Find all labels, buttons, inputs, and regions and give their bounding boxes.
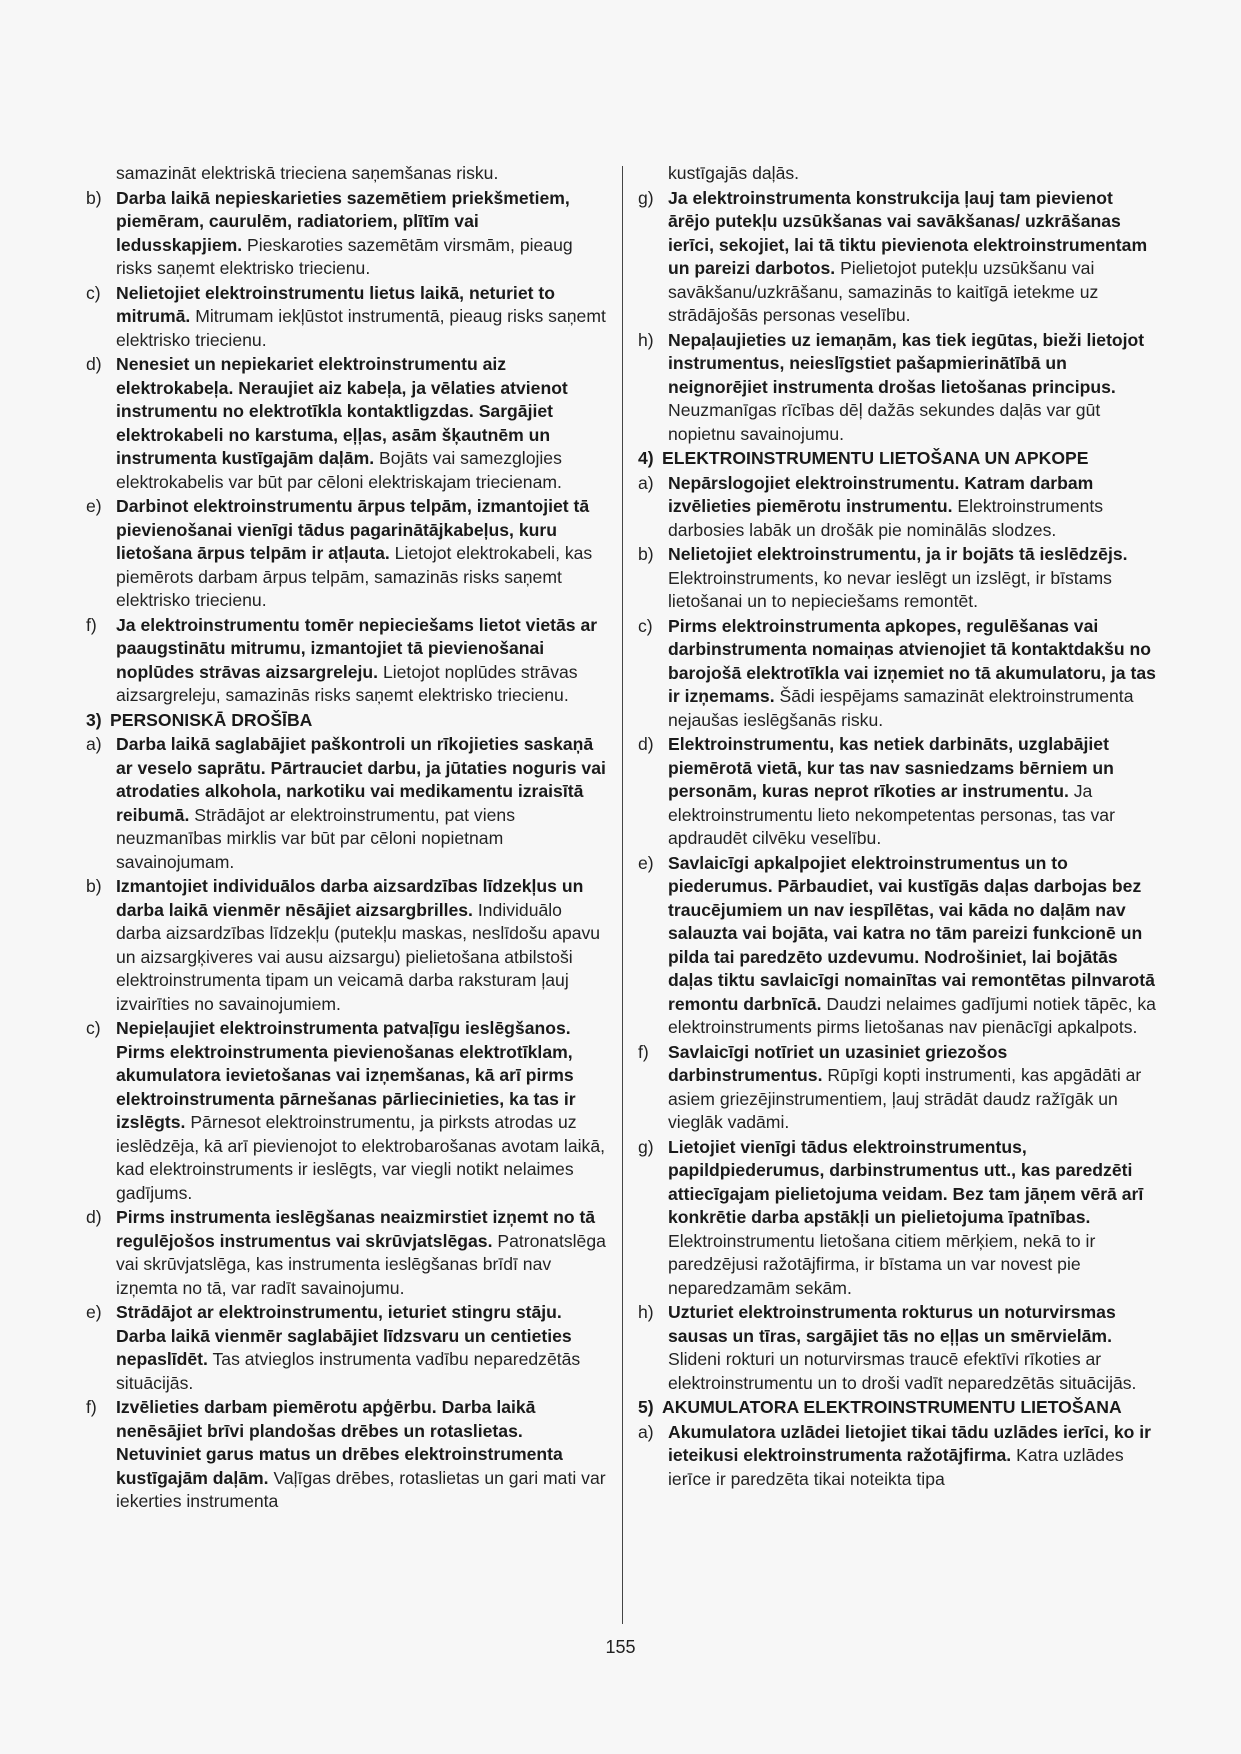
item-label: g) <box>638 187 654 208</box>
item-label: f) <box>86 1397 97 1417</box>
section-heading <box>638 1396 1158 1420</box>
left-column <box>86 162 608 1514</box>
continued-text <box>86 162 608 186</box>
item-label: f) <box>86 614 97 635</box>
list-item <box>86 875 608 1016</box>
section-number: 3) <box>86 709 102 730</box>
item-instruction: Lietojiet vienīgi tādus elektroinstrumentus, papildpiederumus, darbinstrumentus utt., kas paredzēti attiecīgajam pielietojuma veidam. Bez tam jāņem vērā arī konkrētie darba apstākļi un pielietojuma īpatnības. <box>668 1136 1144 1227</box>
item-explanation: Šādi iespējams samazināt elektroinstrumenta nejaušas ieslēgšanās risku. <box>668 686 1134 730</box>
list-item <box>86 353 608 494</box>
section-heading <box>86 709 608 733</box>
list-item <box>638 1301 1158 1395</box>
item-instruction: Ja elektroinstrumenta konstrukcija ļauj tam pievienot ārējo putekļu uzsūkšanas vai savākšanas/ uzkrāšanas ierīci, sekojiet, lai tā tiktu pievienota elektroinstrumentam un pareizi darbotos. <box>668 187 1148 278</box>
item-label: c) <box>86 282 101 303</box>
item-label: e) <box>86 1302 102 1322</box>
list-item <box>638 1041 1158 1135</box>
paragraph-text: samazināt elektriskā trieciena saņemšanas risku. <box>116 163 499 183</box>
item-instruction: Savlaicīgi apkalpojiet elektroinstrumentus un to piederumus. Pārbaudiet, vai kustīgās daļas darbojas bez traucējumiem un nav iespīlētas, vai kāda no daļām nav salauzta vai bojāta, vai katra no tām pareizi funkcionē un pilda tai paredzēto uzdevumu. Nodrošiniet, lai bojātās daļas tiktu savlaicīgi nomainītas vai remontētas pilnvarotā remontu darbnīcā. <box>668 852 1155 1014</box>
list-item <box>86 495 608 613</box>
item-explanation: Daudzi nelaimes gadījumi notiek tāpēc, ka elektroinstruments pirms lietošanas nav pienācīgi apkalpots. <box>668 993 1156 1037</box>
list-item <box>638 187 1158 328</box>
item-label: b) <box>638 544 654 564</box>
item-instruction: Akumulatora uzlādei lietojiet tikai tādu uzlādes ierīci, ko ir ieteikusi elektroinstrumenta ražotājfirma. <box>668 1421 1151 1465</box>
item-explanation: Elektroinstruments, ko nevar ieslēgt un izslēgt, ir bīstams lietošanai un to nepieciešams remontēt. <box>668 567 1112 611</box>
item-label: a) <box>638 1421 654 1442</box>
item-label: h) <box>638 1302 654 1322</box>
item-explanation: Katra uzlādes ierīce ir paredzēta tikai noteikta tipa <box>668 1445 1124 1489</box>
item-explanation: Individuālo darba aizsardzības līdzekļu (putekļu maskas, neslīdošu apavu un aizsargķiveres vai ausu aizsargu) pielietošana atbilstoši elektroinstrumenta tipam un veicamā darba raksturam ļauj izvairīties no savainojumiem. <box>116 899 601 1014</box>
item-instruction: Izvēlieties darbam piemērotu apģērbu. Darba laikā nenēsājiet brīvi plandošas drēbes un rotaslietas. Netuviniet garus matus un drēbes elektroinstrumenta kustīgajām daļām. <box>116 1397 563 1488</box>
list-item <box>638 852 1158 1040</box>
item-explanation: Lietojot elektrokabeli, kas piemērots darbam ārpus telpām, samazinās risks saņemt elektrisko triecienu. <box>116 543 593 610</box>
item-instruction: Nelietojiet elektroinstrumentu, ja ir bojāts tā ieslēdzējs. <box>668 544 1128 564</box>
list-item <box>86 733 608 874</box>
item-explanation: Vaļīgas drēbes, rotaslietas un gari mati var iekerties instrumenta <box>116 1467 606 1511</box>
item-instruction: Pirms elektroinstrumenta apkopes, regulēšanas vai darbinstrumenta nomaiņas atvienojiet tā kontaktdakšu no barojošā elektrotīkla vai izņemiet no tā akumulatoru, ja tas ir izņemams. <box>668 615 1156 706</box>
section-number: 4) <box>638 448 654 468</box>
list-item <box>86 1206 608 1300</box>
item-label: b) <box>86 187 102 208</box>
page-number: 155 <box>605 1637 636 1657</box>
list-item <box>638 543 1158 614</box>
item-explanation: Mitrumam iekļūstot instrumentā, pieaug risks saņemt elektrisko triecienu. <box>116 306 606 350</box>
item-label: g) <box>638 1136 654 1157</box>
list-item <box>86 1396 608 1514</box>
item-label: c) <box>86 1018 101 1038</box>
item-instruction: Elektroinstrumentu, kas netiek darbināts, uzglabājiet piemērotā vietā, kur tas nav sasniedzams bērniem un personām, kuras neprot rīkoties ar instrumentu. <box>668 734 1114 801</box>
list-item <box>86 282 608 353</box>
item-explanation: Tas atvieglos instrumenta vadību neparedzētās situācijās. <box>116 1349 581 1393</box>
list-item <box>638 472 1158 543</box>
item-instruction: Darba laikā saglabājiet paškontroli un rīkojieties saskaņā ar veselo saprātu. Pārtrauciet darbu, ja jūtaties noguris vai atrodaties alkohola, narkotiku vai medikamentu izraisītā reibumā. <box>116 734 606 825</box>
item-label: a) <box>86 734 102 754</box>
item-label: h) <box>638 329 654 350</box>
item-label: a) <box>638 472 654 493</box>
list-item <box>638 615 1158 733</box>
item-explanation: Elektroinstrumentu lietošana citiem mērķiem, nekā to ir paredzējusi ražotājfirma, ir bīstama un var novest pie neparedzamām sekām. <box>668 1230 1096 1298</box>
item-instruction: Nepārslogojiet elektroinstrumentu. Katram darbam izvēlieties piemērotu instrumentu. <box>668 472 1094 516</box>
section-title: ELEKTROINSTRUMENTU LIETOŠANA UN APKOPE <box>662 448 1089 468</box>
list-item <box>638 1421 1158 1492</box>
item-explanation: Patronatslēga vai skrūvjatslēga, kas instrumenta ieslēgšanas brīdī nav izņemta no tā, var radīt savainojumu. <box>116 1230 606 1298</box>
item-explanation: Slideni rokturi un noturvirsmas traucē efektīvi rīkoties ar elektroinstrumentu un to droši vadīt neparedzētās situācijās. <box>668 1349 1137 1393</box>
section-title: PERSONISKĀ DROŠĪBA <box>110 709 313 730</box>
list-item <box>638 733 1158 851</box>
item-instruction: Ja elektroinstrumentu tomēr nepieciešams lietot vietās ar paaugstinātu mitrumu, izmantojiet tā pievienošanai noplūdes strāvas aizsargreleju. <box>116 614 598 682</box>
right-column <box>638 162 1158 1491</box>
item-label: e) <box>86 496 102 516</box>
item-explanation: Rūpīgi kopti instrumenti, kas apgādāti ar asiem griezējinstrumentiem, ļauj strādāt daudz ražīgāk un vieglāk vadāmi. <box>668 1065 1142 1132</box>
item-label: c) <box>638 615 653 636</box>
item-instruction: Savlaicīgi notīriet un uzasiniet griezošos darbinstrumentus. <box>668 1041 1008 1085</box>
item-instruction: Uzturiet elektroinstrumenta rokturus un noturvirsmas sausas un tīras, sargājiet tās no eļļas un smērvielām. <box>668 1302 1116 1346</box>
item-explanation: Pārnesot elektroinstrumentu, ja pirksts atrodas uz ieslēdzēja, kā arī pievienojot to elektrobarošanas avotam laikā, kad elektroinstruments ir ieslēgts, var viegli notikt nelaimes gadījums. <box>116 1112 605 1203</box>
item-instruction: Darbinot elektroinstrumentu ārpus telpām, izmantojiet tā pievienošanai vienīgi tādus pagarinātājkabeļus, kuru lietošana ārpus telpām ir atļauta. <box>116 496 590 563</box>
section-heading <box>638 447 1158 471</box>
item-instruction: Pirms instrumenta ieslēgšanas neaizmirstiet izņemt no tā regulējošos instrumentus vai skrūvjatslēgas. <box>116 1207 596 1251</box>
item-explanation: Ja elektroinstrumentu lieto nekompetentas personas, tas var apdraudēt cilvēku veselību. <box>668 781 1115 848</box>
item-explanation: Elektroinstruments darbosies labāk un drošāk pie nominālās slodzes. <box>668 496 1104 540</box>
list-item <box>86 1017 608 1205</box>
section-title: AKUMULATORA ELEKTROINSTRUMENTU LIETOŠANA <box>662 1397 1122 1417</box>
list-item <box>638 329 1158 447</box>
item-instruction: Strādājot ar elektroinstrumentu, ieturiet stingru stāju. Darba laikā vienmēr saglabājiet līdzsvaru un centieties nepaslīdēt. <box>116 1302 572 1369</box>
item-label: b) <box>86 876 102 896</box>
item-explanation: Strādājot ar elektroinstrumentu, pat viens neuzmanības mirklis var būt par cēloni nopietnam savainojumam. <box>116 804 515 872</box>
list-item <box>86 1301 608 1395</box>
item-explanation: Bojāts vai samezglojies elektrokabelis var būt par cēloni elektriskajam triecienam. <box>116 448 562 492</box>
item-instruction: Darba laikā nepieskarieties sazemētiem priekšmetiem, piemēram, caurulēm, radiatoriem, plītīm vai ledusskapjiem. <box>116 187 570 255</box>
item-label: f) <box>638 1041 649 1062</box>
item-instruction: Nepaļaujieties uz iemaņām, kas tiek iegūtas, bieži lietojot instrumentus, neieslīgstiet pašapmierinātībā un neignorējiet instrumenta drošas lietošanas principus. <box>668 329 1145 397</box>
item-instruction: Nepieļaujiet elektroinstrumenta patvaļīgu ieslēgšanos. Pirms elektroinstrumenta pievienošanas elektrotīklam, akumulatora ievietošanas vai izņemšanas, kā arī pirms elektroinstrumenta pārnešanas pārliecinieties, ka tas ir izslēgts. <box>116 1018 576 1132</box>
column-divider <box>622 166 623 1624</box>
item-instruction: Nenesiet un nepiekariet elektroinstrumentu aiz elektrokabeļa. Neraujiet aiz kabeļa, ja vēlaties atvienot instrumentu no elektrotīkla kontaktligzdas. Sargājiet elektrokabeli no karstuma, eļļas, asām šķautnēm un instrumenta kustīgajām daļām. <box>116 354 568 468</box>
item-label: d) <box>86 1207 102 1227</box>
item-explanation: Pielietojot putekļu uzsūkšanu vai savākšanu/uzkrāšanu, samazinās to kaitīgā ietekme uz strādājošās personas veselību. <box>668 258 1099 325</box>
item-label: e) <box>638 852 654 873</box>
item-label: d) <box>638 734 654 754</box>
item-instruction: Nelietojiet elektroinstrumentu lietus laikā, neturiet to mitrumā. <box>116 282 555 326</box>
continued-text <box>638 162 1158 186</box>
item-explanation: Lietojot noplūdes strāvas aizsargreleju, samazinās risks saņemt elektrisko triecienu. <box>116 661 578 705</box>
list-item <box>86 187 608 281</box>
item-label: d) <box>86 354 102 374</box>
item-explanation: Pieskaroties sazemētām virsmām, pieaug risks saņemt elektrisko triecienu. <box>116 234 573 278</box>
section-number: 5) <box>638 1397 654 1417</box>
list-item <box>86 614 608 708</box>
list-item <box>638 1136 1158 1301</box>
paragraph-text: kustīgajās daļās. <box>668 163 800 183</box>
item-instruction: Izmantojiet individuālos darba aizsardzības līdzekļus un darba laikā vienmēr nēsājiet aizsargbrilles. <box>116 876 584 920</box>
item-explanation: Neuzmanīgas rīcības dēļ dažās sekundes daļās var gūt nopietnu savainojumu. <box>668 400 1101 444</box>
